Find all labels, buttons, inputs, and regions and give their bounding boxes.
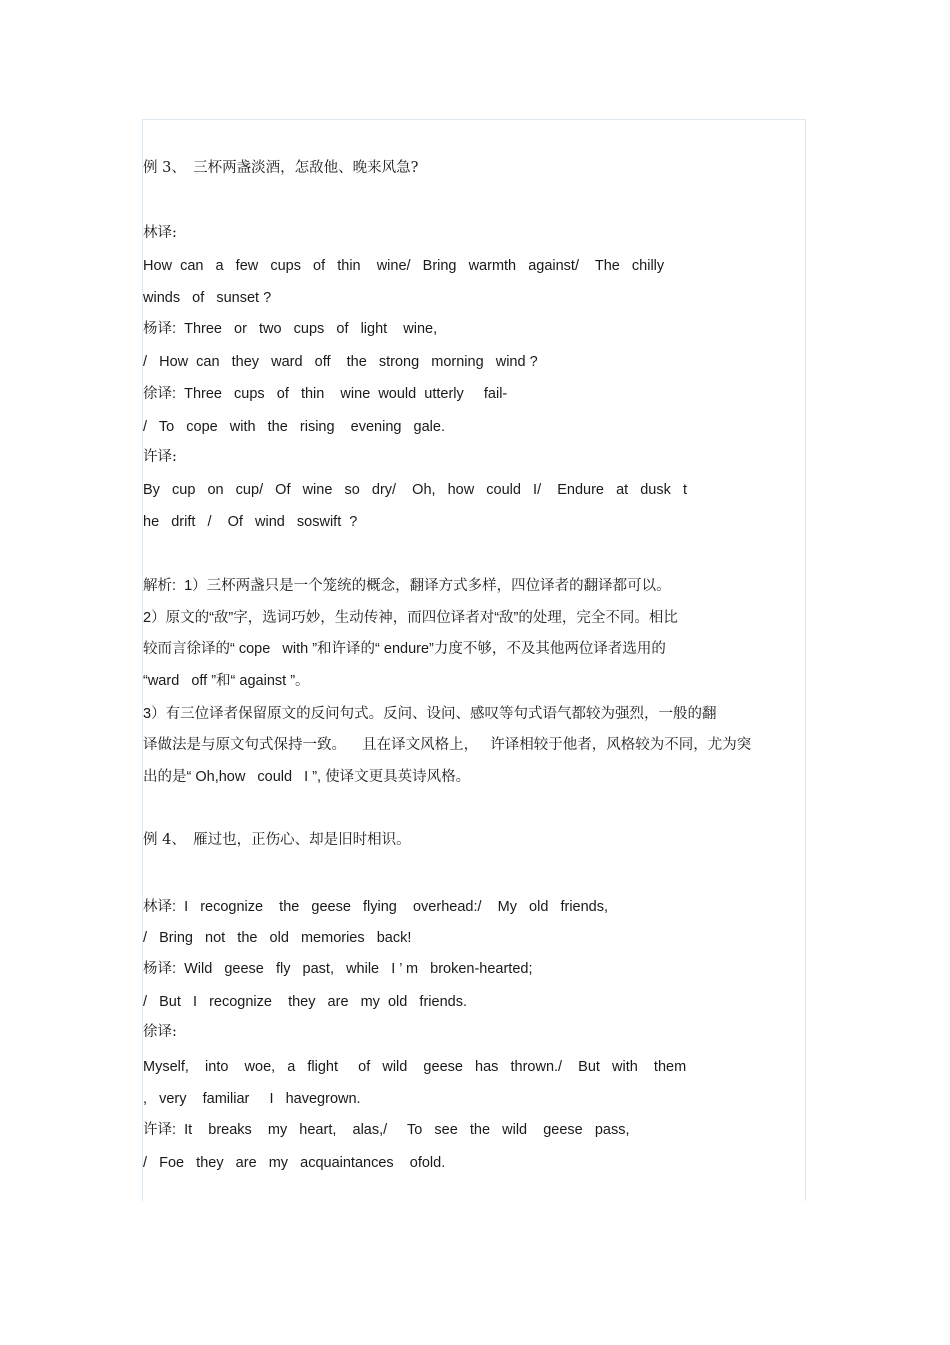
example3-heading: 例 3、 三杯两盏淡酒，怎敌他、晚来风急? <box>143 160 419 176</box>
example3-xu-line2: / To cope with the rising evening gale. <box>143 419 445 435</box>
page-frame <box>142 119 806 1201</box>
example3-yang-line2: / How can they ward off the strong morning wind ? <box>143 354 538 370</box>
analysis-line1: 解析: 1）三杯两盏只是一个笼统的概念，翻译方式多样，四位译者的翻译都可以。 <box>143 578 671 594</box>
example4-xu2-line1: 许译: It breaks my heart, alas,/ To see the wild geese pass, <box>143 1122 630 1138</box>
example4-yang-line1: 杨译: Wild geese fly past, while I ’ m broken-hearted; <box>143 961 533 977</box>
example3-yang-line1: 杨译: Three or two cups of light wine, <box>143 321 438 337</box>
example4-xu-line2: , very familiar I havegrown. <box>143 1091 361 1107</box>
analysis-line6: 译做法是与原文句式保持一致。 且在译文风格上， 许译相较于他者，风格较为不同，尤为突 <box>143 737 752 753</box>
analysis-line4: “ward off ”和“ against ”。 <box>143 673 310 689</box>
example4-heading: 例 4、 雁过也，正伤心、却是旧时相识。 <box>143 832 411 848</box>
example3-xu2-line1: By cup on cup/ Of wine so dry/ Oh, how could I/ Endure at dusk t <box>143 482 687 498</box>
example4-xu-label: 徐译: <box>143 1024 177 1040</box>
analysis-line2: 2）原文的“敌”字，选词巧妙，生动传神，而四位译者对“敌”的处理，完全不同。相比 <box>143 610 678 626</box>
example4-yang-line2: / But I recognize they are my old friends. <box>143 994 467 1010</box>
analysis-line3: 较而言徐译的“ cope with ”和许译的“ endure”力度不够，不及其他两位译者选用的 <box>143 641 666 657</box>
example3-lin-line2: winds of sunset ? <box>143 290 272 306</box>
example3-xu-line1: 徐译: Three cups of thin wine would utterly fail- <box>143 386 508 402</box>
example4-lin-line1: 林译: I recognize the geese flying overhead:/ My old friends, <box>143 899 609 915</box>
example3-lin-line1: How can a few cups of thin wine/ Bring warmth against/ The chilly <box>143 258 665 274</box>
analysis-line7: 出的是“ Oh,how could I ”, 使译文更具英诗风格。 <box>143 769 471 785</box>
example4-xu-line1: Myself, into woe, a flight of wild geese has thrown./ But with them <box>143 1059 687 1075</box>
example3-xu2-label: 许译: <box>143 449 177 465</box>
example3-lin-label: 林译: <box>143 225 177 241</box>
example3-xu2-line2: he drift / Of wind soswift ? <box>143 514 358 530</box>
example4-xu2-line2: / Foe they are my acquaintances ofold. <box>143 1155 446 1171</box>
analysis-line5: 3）有三位译者保留原文的反问句式。反问、设问、感叹等句式语气都较为强烈，一般的翻 <box>143 706 717 722</box>
example4-lin-line2: / Bring not the old memories back! <box>143 930 412 946</box>
